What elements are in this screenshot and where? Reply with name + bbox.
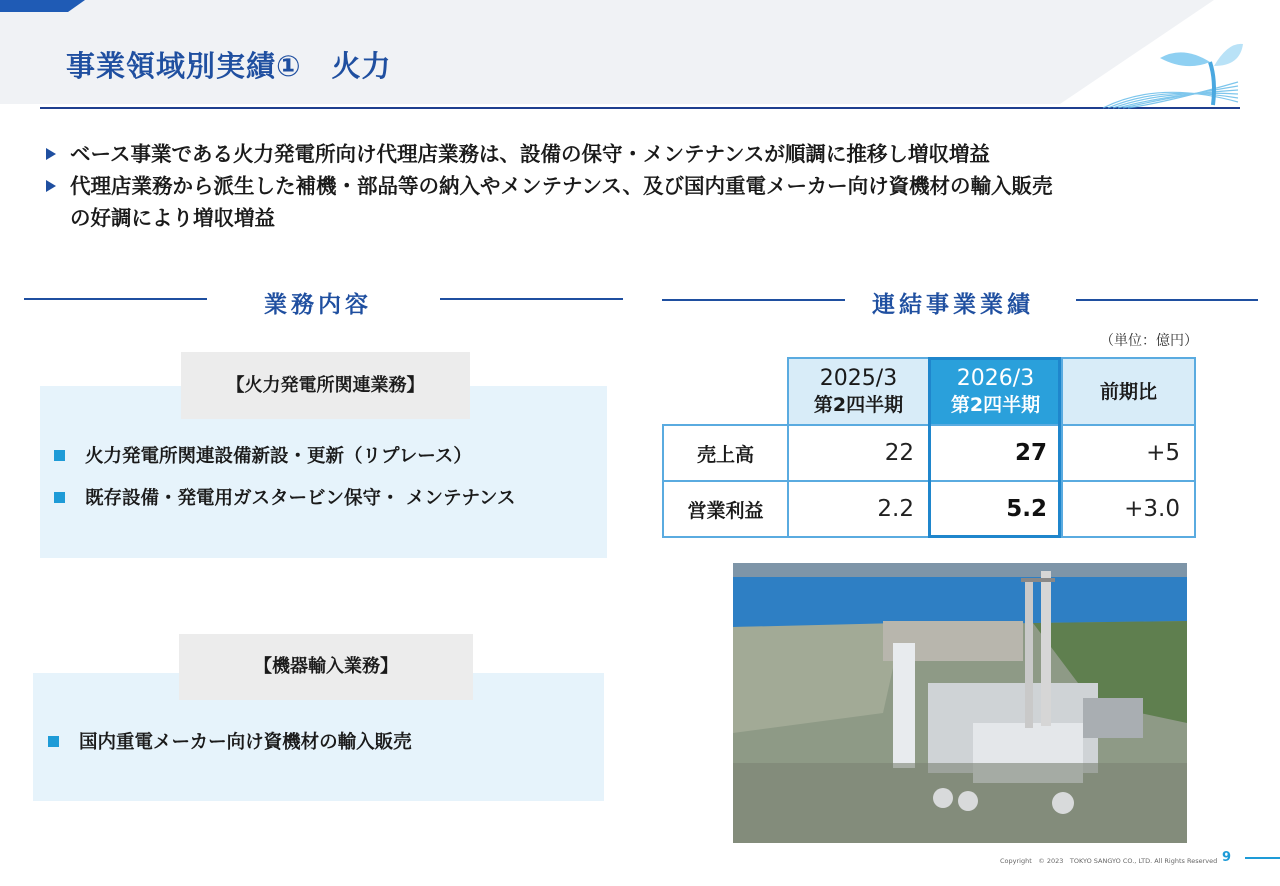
section-line-left bbox=[662, 299, 845, 301]
page-number: 9 bbox=[1222, 850, 1232, 865]
list-item: 火力発電所関連設備新設・更新（リプレース） bbox=[54, 442, 472, 468]
copyright-text: Copyright © 2023 TOKYO SANGYO CO., LTD. All Rights Reserved bbox=[1000, 857, 1218, 865]
results-table bbox=[662, 357, 1196, 538]
row-label: 売上高 bbox=[663, 425, 788, 481]
bullet-text: の好調により増収増益 bbox=[70, 206, 275, 230]
bullet-text: ベース事業である火力発電所向け代理店業務は、設備の保守・メンテナンスが順調に推移し増収増益 bbox=[70, 142, 990, 166]
table-corner bbox=[663, 358, 788, 425]
bullet-item bbox=[44, 170, 1244, 202]
square-bullet-icon bbox=[48, 736, 59, 747]
summary-bullets bbox=[44, 138, 1244, 234]
section-line-right bbox=[1076, 299, 1258, 301]
box-tag-import: 【機器輸入業務】 bbox=[179, 634, 473, 700]
unit-label: （単位：億円） bbox=[1100, 333, 1198, 349]
table-row bbox=[663, 481, 1195, 537]
power-plant-photo bbox=[733, 563, 1187, 843]
cell-prev: 2.2 bbox=[788, 481, 929, 537]
row-label: 営業利益 bbox=[663, 481, 788, 537]
section-line-left bbox=[24, 298, 207, 300]
triangle-bullet-icon bbox=[46, 148, 56, 160]
bullet-item bbox=[44, 138, 1244, 170]
column-header-change: 前期比 bbox=[1062, 358, 1195, 425]
bullet-continuation bbox=[44, 202, 1244, 234]
bullet-text: 代理店業務から派生した補機・部品等の納入やメンテナンス、及び国内重電メーカー向け資機材の輸入販売 bbox=[70, 174, 1053, 198]
cell-change: +5 bbox=[1062, 425, 1195, 481]
cell-change: +3.0 bbox=[1062, 481, 1195, 537]
business-heading: 業務内容 bbox=[264, 292, 372, 318]
column-header-current: 2026/3 第2四半期 bbox=[929, 358, 1062, 425]
footer-line bbox=[1245, 857, 1280, 859]
cell-prev: 22 bbox=[788, 425, 929, 481]
list-item: 国内重電メーカー向け資機材の輸入販売 bbox=[48, 728, 412, 754]
cell-current: 27 bbox=[929, 425, 1062, 481]
section-line-right bbox=[440, 298, 623, 300]
table-row bbox=[663, 425, 1195, 481]
list-item: 既存設備・発電用ガスタービン保守・ メンテナンス bbox=[54, 484, 515, 510]
square-bullet-icon bbox=[54, 450, 65, 461]
cell-current: 5.2 bbox=[929, 481, 1062, 537]
box-tag-thermal: 【火力発電所関連業務】 bbox=[181, 352, 470, 419]
column-header-prev: 2025/3 第2四半期 bbox=[788, 358, 929, 425]
triangle-bullet-icon bbox=[46, 180, 56, 192]
leaf-logo-icon bbox=[1098, 40, 1243, 110]
page-title: 事業領域別実績① 火力 bbox=[66, 49, 392, 83]
results-heading: 連結事業業績 bbox=[872, 292, 1034, 318]
title-divider bbox=[40, 107, 1240, 109]
square-bullet-icon bbox=[54, 492, 65, 503]
